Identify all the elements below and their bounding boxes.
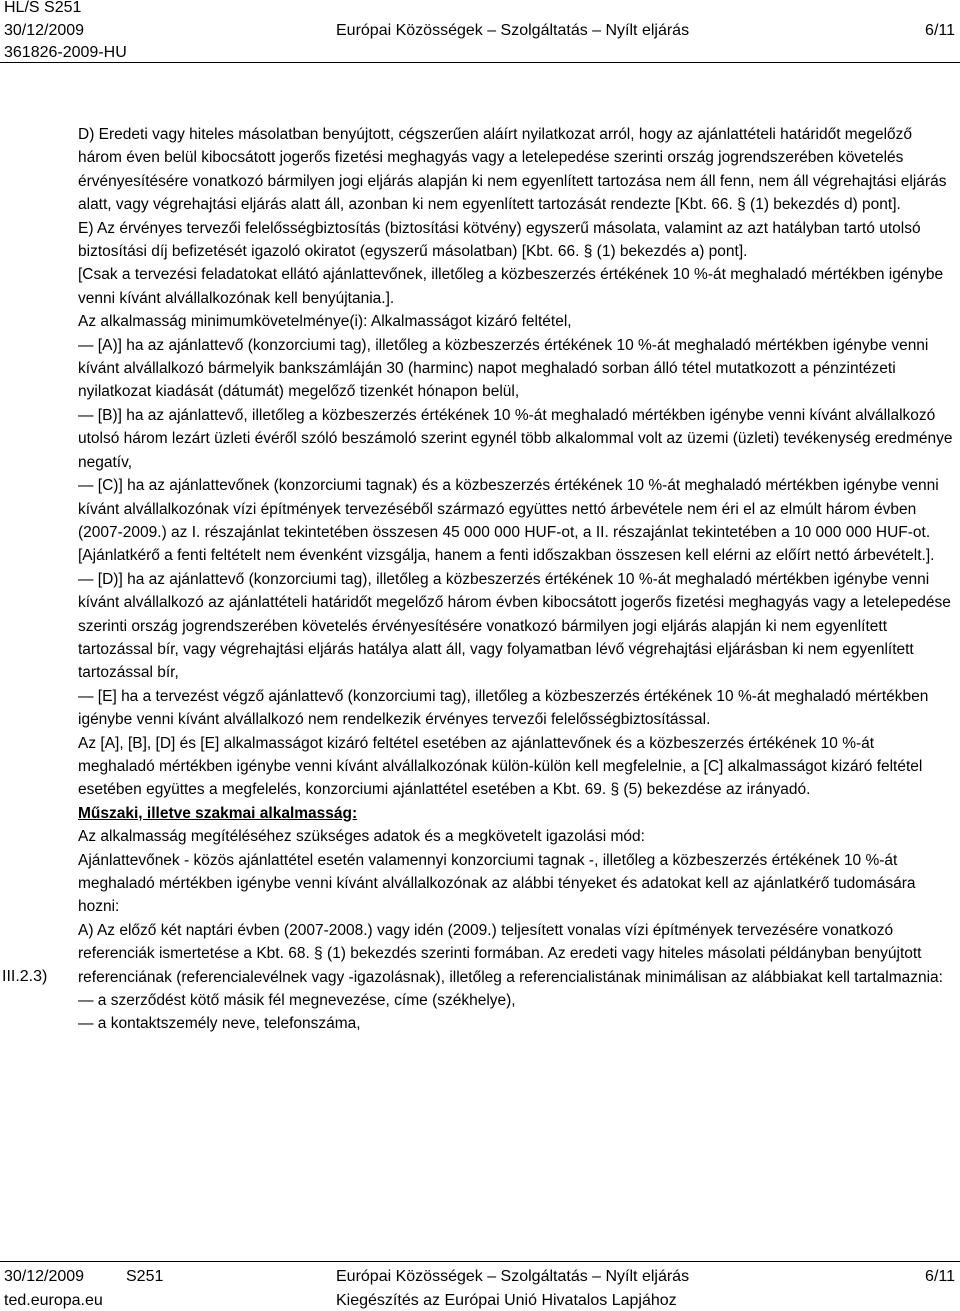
- header-doc-id: HL/S S251: [4, 0, 82, 16]
- paragraph: — [D)] ha az ajánlattevő (konzorciumi tag), illetőleg a közbeszerzés értékének 10 %-át meghaladó mértékben igénybe venni kívánt alvállalkozó az ajánlattételi határidőt megelőző három évben kibocsátott jogerős fizetési meghagyás vagy a letelepedése szerinti ország jogrendszerében követelés érvényesítésére vonatkozó bármilyen jogi eljárás alapján ki nem egyenlített tartozással bír, vagy végrehajtási eljárás hatálya alatt áll, vagy folyamatban lévő végrehajtási eljárásban ki nem egyenlített tartozással bír,: [78, 570, 951, 682]
- page-header: [0, 0, 960, 62]
- header-page-number: 6/11: [925, 22, 955, 39]
- header-notice-number: 361826-2009-HU: [4, 44, 127, 61]
- footer-page-number: 6/11: [925, 1268, 955, 1285]
- section-number: III.2.3): [2, 968, 48, 985]
- header-title: Európai Közösségek – Szolgáltatás – Nyílt eljárás: [336, 22, 690, 39]
- paragraph: — [A)] ha az ajánlattevő (konzorciumi tag), illetőleg a közbeszerzés értékének 10 %-át meghaladó mértékben igénybe venni kívánt alvállalkozó bármelyik bankszámláján 30 (harminc) napot meghaladó sorban álló tétel mutatkozott a pénzintézeti nyilatkozat kiadását (dátumát) megelőző tizenkét hónapon belül,: [78, 336, 929, 401]
- document-body: [78, 123, 954, 1036]
- section-heading: Műszaki, illetve szakmai alkalmasság:: [78, 804, 358, 822]
- paragraph: [Csak a tervezési feladatokat ellátó ajánlattevőnek, illetőleg a közbeszerzés értékének 10 %-át meghaladó mértékben igénybe venni kívánt alvállalkozónak kell benyújtania.].: [78, 266, 944, 307]
- header-date: 30/12/2009: [4, 22, 85, 39]
- paragraph: A) Az előző két naptári évben (2007-2008.) vagy idén (2009.) teljesített vonalas vízi építmények tervezésére vonatkozó referenciák ismertetése a Kbt. 68. § (1) bekezdés szerinti formában. Az eredeti vagy hiteles másolati példányban benyújtott referenciának (referencialevélnek vagy -igazolásnak), illetőleg a referencialistának minimálisan az alábbiakat kell tartalmaznia:: [78, 921, 943, 986]
- paragraph: D) Eredeti vagy hiteles másolatban benyújtott, cégszerűen aláírt nyilatkozat arról, hogy az ajánlattételi határidőt megelőző három éven belül kibocsátott jogerős fizetési meghagyás vagy a letelepedése szerinti ország jogrendszerében követelés érvényesítésére vonatkozó bármilyen jogi eljárás alapján ki nem egyenlített tartozása nem áll fenn, nem áll végrehajtási eljárás alatt, vagy végrehajtási eljárás alatt áll, azonban ki nem egyenlített tartozását rendezte [Kbt. 66. § (1) bekezdés d) pont].: [78, 126, 947, 214]
- paragraph: E) Az érvényes tervezői felelősségbiztosítás (biztosítási kötvény) egyszerű másolata, valamint az azt hatályban tartó utolsó biztosítási díj befizetését igazoló okiratot (egyszerű másolatban) [Kbt. 66. § (1) bekezdés a) pont].: [78, 219, 921, 261]
- footer-site-link[interactable]: ted.europa.eu: [4, 1292, 103, 1309]
- paragraph: Ajánlattevőnek - közös ajánlattétel esetén valamennyi konzorciumi tagnak -, illetőleg a közbeszerzés értékének 10 %-át meghaladó mértékben igénybe venni kívánt alvállalkozónak az alábbi tényeket és adatokat kell az ajánlatkérő tudomására hozni:: [78, 851, 916, 916]
- paragraph: Az [A], [B], [D] és [E] alkalmasságot kizáró feltétel esetében az ajánlattevőnek és a közbeszerzés értékének 10 %-át meghaladó mértékben igénybe venni kívánt alvállalkozónak külön-külön kell megfelelnie, a [C] alkalmasságot kizáró feltétel esetében együttes a megfelelés, konzorciumi ajánlattétel esetében a Kbt. 69. § (5) bekezdése az irányadó.: [78, 734, 923, 799]
- paragraph: — a kontaktszemély neve, telefonszáma,: [78, 1015, 361, 1033]
- footer-subtitle: Kiegészítés az Európai Unió Hivatalos Lapjához: [336, 1292, 677, 1309]
- footer-series: S251: [126, 1268, 164, 1285]
- footer-title: Európai Közösségek – Szolgáltatás – Nyílt eljárás: [336, 1268, 690, 1285]
- paragraph: Az alkalmasság megítéléséhez szükséges adatok és a megkövetelt igazolási mód:: [78, 828, 645, 846]
- footer-date: 30/12/2009: [4, 1268, 85, 1285]
- paragraph: — [B)] ha az ajánlattevő, illetőleg a közbeszerzés értékének 10 %-át meghaladó mértékben igénybe venni kívánt alvállalkozó utolsó három lezárt üzleti évéről szóló beszámoló szerint egynél több alkalommal volt az üzemi (üzleti) tevékenység eredménye negatív,: [78, 406, 953, 471]
- paragraph: [Ajánlatkérő a fenti feltételt nem évenként vizsgálja, hanem a fenti időszakban összesen kell elérni az előírt nettó árbevételt.].: [78, 547, 935, 565]
- paragraph: — [C)] ha az ajánlattevőnek (konzorciumi tagnak) és a közbeszerzés értékének 10 %-át meghaladó mértékben igénybe venni kívánt alvállalkozónak vízi építmények tervezéséből származó együttes nettó árbevétele nem éri el az elmúlt három évben (2007-2009.) az I. részajánlat tekintetében összesen 45 000 000 HUF-ot, a II. részajánlat tekintetében a 10 000 000 HUF-ot.: [78, 477, 939, 541]
- paragraph: — [E] ha a tervezést végző ajánlattevő (konzorciumi tag), illetőleg a közbeszerzés értékének 10 %-át meghaladó mértékben igénybe venni kívánt alvállalkozó nem rendelkezik érvényes tervezői felelősségbiztosítással.: [78, 687, 929, 729]
- header-divider: [0, 62, 960, 63]
- paragraph: Az alkalmasság minimumkövetelménye(i): Alkalmasságot kizáró feltétel,: [78, 313, 572, 331]
- paragraph: — a szerződést kötő másik fél megnevezése, címe (székhelye),: [78, 992, 516, 1010]
- page-footer: [0, 1262, 960, 1311]
